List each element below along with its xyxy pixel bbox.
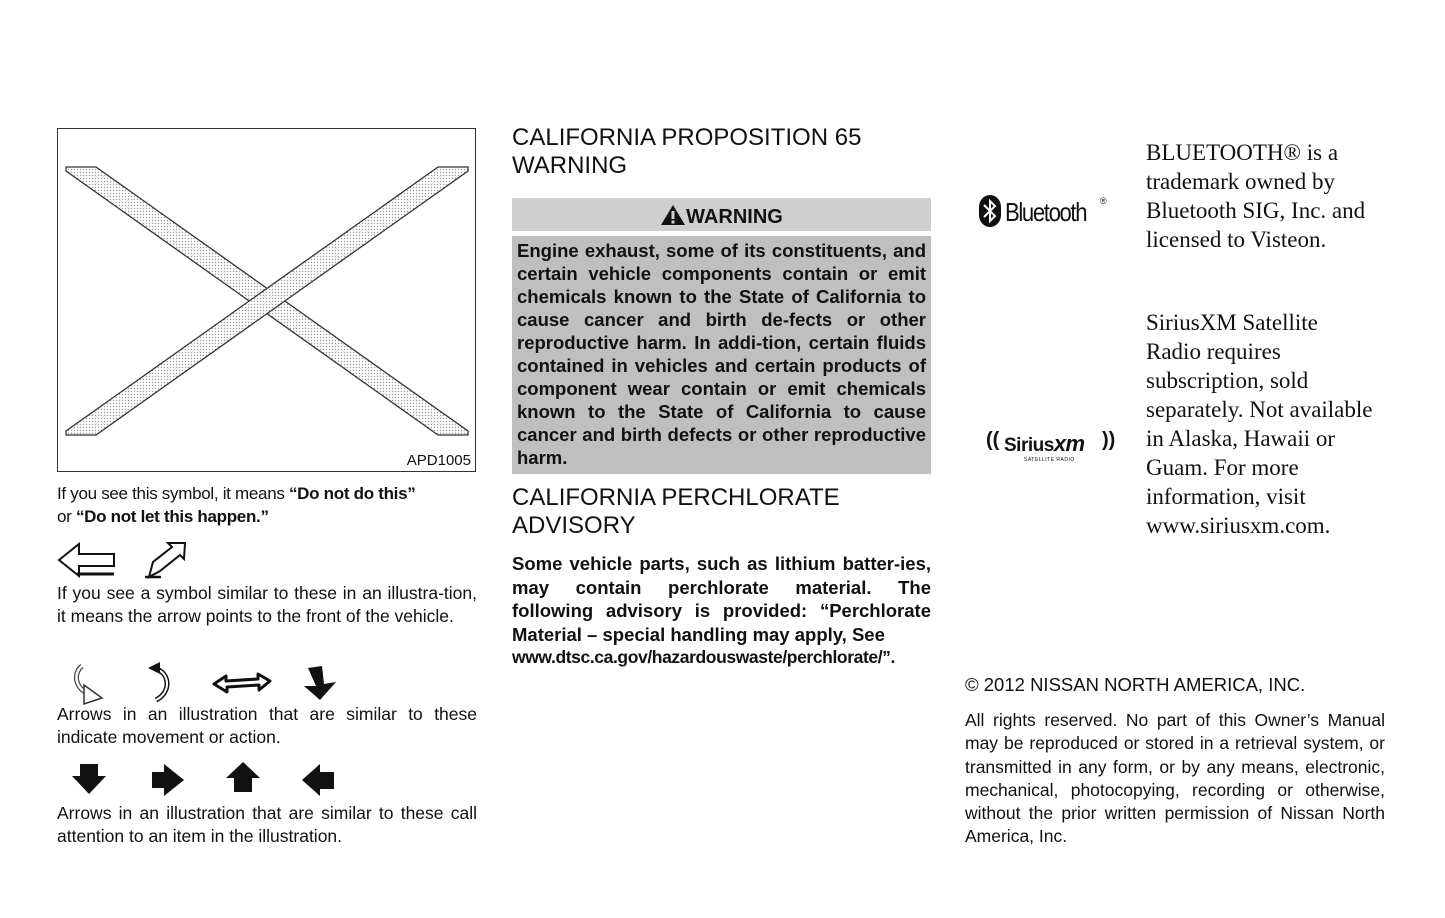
prop65-heading-line-1: CALIFORNIA PROPOSITION 65: [512, 124, 862, 151]
xm-wordmark: xm: [1053, 431, 1085, 456]
donot-or: or: [57, 507, 76, 526]
prop65-heading: [512, 124, 932, 180]
signal-waves-left-icon: ((: [986, 429, 1000, 451]
perchlorate-text: Some vehicle parts, such as lithium batter-ies, may contain perchlorate material. The following advisory is provided: “Perchlorate Material – special handling may apply, See: [512, 553, 931, 645]
attention-arrow-icons: [72, 762, 337, 798]
signal-waves-right-icon: )): [1102, 429, 1116, 451]
attention-paragraph: Arrows in an illustration that are similar to these call attention to an item in the illustration.: [57, 803, 477, 846]
registered-mark-icon: ®: [1100, 196, 1107, 206]
warning-header: [512, 198, 931, 231]
siriusxm-logo: [978, 405, 1128, 485]
siriusxm-paragraph: SiriusXM Satellite Radio requires subscription, sold separately. Not available in Alaska, Hawaii or Guam. For more information, visit www.siriusxm.com.: [1146, 310, 1373, 538]
diagonal-outline-arrow-icon: [145, 543, 185, 577]
warning-label: WARNING: [686, 206, 783, 228]
perchlorate-paragraph: [512, 552, 931, 670]
arrow-right-icon: [152, 764, 184, 796]
donot-quote-2: “Do not let this happen.”: [75, 507, 269, 526]
prop65-heading-line-2: WARNING: [512, 152, 628, 179]
copyright-line: © 2012 NISSAN NORTH AMERICA, INC.: [965, 674, 1306, 695]
perchlorate-heading-line-2: ADVISORY: [512, 512, 636, 539]
curved-arrow-down-icon: [76, 666, 102, 704]
rights-paragraph: All rights reserved. No part of this Owner’s Manual may be reproduced or stored in a retrieval system, or transmitted in any form, or by any means, electronic, mechanical, photocopying, recording or otherwise, without the prior written permission of Nissan North America, Inc.: [965, 710, 1385, 847]
front-arrow-paragraph: If you see a symbol similar to these in an illustra-tion, it means the arrow points to the front of the vehicle.: [57, 583, 477, 626]
x-cross-icon: [58, 129, 474, 470]
double-headed-arrow-icon: [214, 674, 270, 692]
curved-arrow-back-icon: [148, 662, 167, 700]
do-not-symbol-paragraph: [57, 482, 477, 528]
movement-paragraph: Arrows in an illustration that are similar to these indicate movement or action.: [57, 704, 477, 747]
do-not-symbol-figure: [57, 128, 476, 472]
bold-down-arrow-icon: [304, 666, 336, 700]
left-outline-arrow-icon: [59, 544, 114, 576]
bluetooth-wordmark: Bluetooth: [1005, 197, 1087, 227]
sirius-wordmark: Sirius: [1004, 435, 1054, 456]
warning-body: Engine exhaust, some of its constituents, and certain vehicle components contain or emit chemicals known to the State of California to cause cancer and birth de-fects or other reproductive harm. In addi-tion, certain fluids contained in vehicles and certain products of component wear contain or emit chemicals known to the State of California to cause cancer and birth defects or other reproductive harm.: [512, 236, 931, 474]
perchlorate-heading-line-1: CALIFORNIA PERCHLORATE: [512, 484, 840, 511]
donot-prefix: If you see this symbol, it means: [57, 484, 289, 503]
bluetooth-paragraph: BLUETOOTH® is a trademark owned by Bluetooth SIG, Inc. and licensed to Visteon.: [1146, 140, 1366, 252]
donot-quote-1: “Do not do this”: [288, 484, 416, 503]
figure-caption: APD1005: [406, 452, 471, 469]
bluetooth-logo: [978, 194, 1118, 230]
arrow-down-icon: [72, 764, 106, 794]
siriusxm-tagline: SATELLITE RADIO: [1024, 457, 1075, 463]
perchlorate-heading: [512, 484, 932, 540]
arrow-up-icon: [226, 762, 260, 792]
movement-arrow-icons: [70, 660, 345, 705]
arrow-left-icon: [302, 764, 334, 796]
warning-triangle-icon: [660, 204, 686, 226]
bluetooth-icon: [978, 194, 1002, 228]
front-arrow-icons: [57, 540, 192, 580]
perchlorate-url: www.dtsc.ca.gov/hazardouswaste/perchlorate/”.: [512, 647, 895, 667]
